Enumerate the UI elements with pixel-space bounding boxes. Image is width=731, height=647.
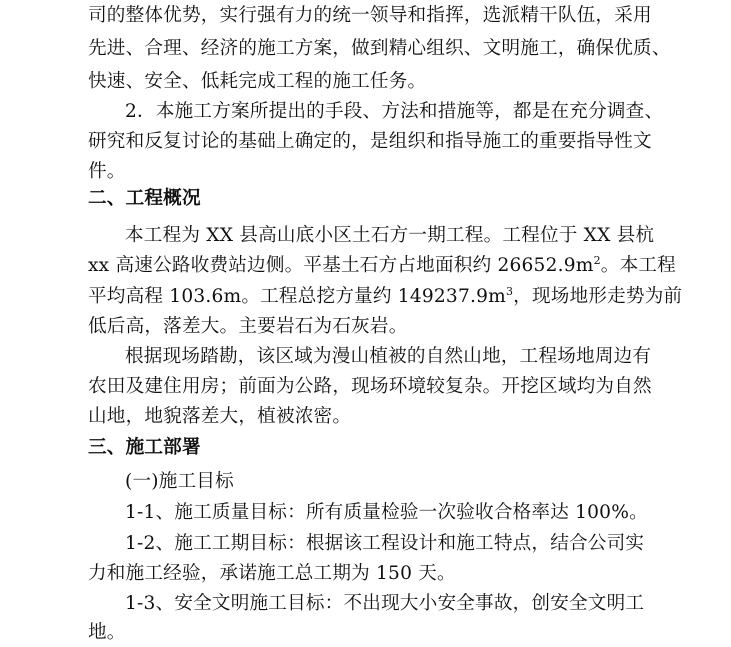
text-span: ，现场地形走势为前 bbox=[513, 286, 683, 307]
paragraph-line: 先进、合理、经济的施工方案，做到精心组织、文明施工，确保优质、 bbox=[88, 38, 671, 59]
section-heading: 三、施工部署 bbox=[88, 437, 201, 458]
paragraph-line: 快速、安全、低耗完成工程的施工任务。 bbox=[88, 71, 427, 92]
paragraph-line: 司的整体优势，实行强有力的统一领导和指挥，选派精干队伍，采用 bbox=[88, 5, 652, 26]
paragraph-line bbox=[88, 283, 682, 311]
paragraph-line: 本工程为 XX 县高山底小区土石方一期工程。工程位于 XX 县杭 bbox=[125, 225, 655, 246]
text-span: 。本工程 bbox=[600, 255, 676, 276]
paragraph-line: 低后高，落差大。主要岩石为石灰岩。 bbox=[88, 316, 408, 337]
paragraph-line: 1-3、安全文明施工目标：不出现大小安全事故，创安全文明工 bbox=[125, 593, 645, 614]
superscript: 3 bbox=[505, 284, 514, 298]
paragraph-line: 根据现场踏勘，该区域为漫山植被的自然山地，工程场地周边有 bbox=[125, 346, 652, 367]
paragraph-line: 1-1、施工质量目标：所有质量检验一次验收合格率达 100%。 bbox=[125, 502, 648, 523]
paragraph-line: 农田及建住用房；前面为公路，现场环境较复杂。开挖区域均为自然 bbox=[88, 376, 652, 397]
subsection-heading: (一)施工目标 bbox=[125, 471, 234, 492]
superscript: 2 bbox=[593, 253, 601, 267]
paragraph-line: 地。 bbox=[88, 622, 126, 643]
paragraph-line: 力和施工经验，承诺施工总工期为 150 天。 bbox=[88, 563, 456, 584]
paragraph-line bbox=[88, 252, 676, 280]
paragraph-line: 研究和反复讨论的基础上确定的，是组织和指导施工的重要指导性文 bbox=[88, 131, 652, 152]
text-span: 平均高程 103.6m。工程总挖方量约 149237.9m bbox=[88, 286, 506, 307]
paragraph-line: 山地，地貌落差大，植被浓密。 bbox=[88, 406, 352, 427]
text-span: xx 高速公路收费站边侧。平基土石方占地面积约 26652.9m bbox=[88, 255, 594, 276]
section-heading: 二、工程概况 bbox=[88, 188, 201, 209]
paragraph-line: 1-2、施工工期目标：根据该工程设计和施工特点，结合公司实 bbox=[125, 533, 645, 554]
paragraph-line: 2．本施工方案所提出的手段、方法和措施等，都是在充分调查、 bbox=[125, 101, 664, 122]
paragraph-line: 件。 bbox=[88, 161, 126, 182]
